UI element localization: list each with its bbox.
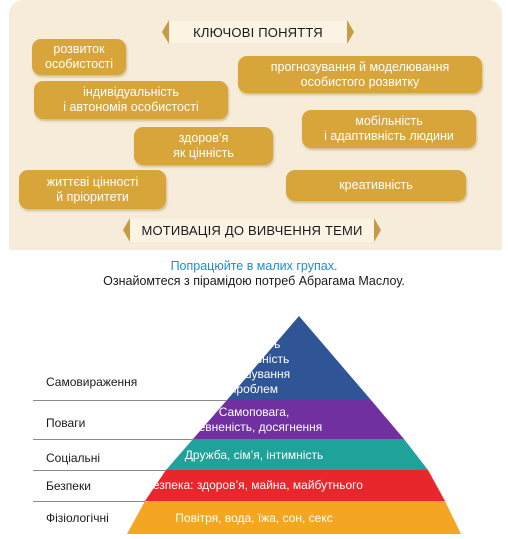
- level-text-line: проблем: [229, 382, 279, 396]
- chip-line: особистого розвитку: [300, 74, 420, 89]
- level-guide-line: [33, 501, 145, 502]
- key-concepts-title: КЛЮЧОВІ ПОНЯТТЯ: [193, 24, 323, 40]
- chip-line: як цінність: [173, 146, 234, 160]
- chip-line: мобільність: [355, 114, 423, 128]
- level-guide-line: [33, 400, 227, 401]
- chip-line: індивідуальність: [83, 85, 179, 99]
- level-text-line: Вирішування: [217, 367, 291, 381]
- chip-line: життєві цінності: [46, 174, 139, 189]
- level-label-social: Соціальні: [46, 451, 101, 465]
- level-text-safety: [0, 478, 508, 493]
- level-label-safety: Безпеки: [46, 479, 91, 493]
- level-text-line: Повітря, вода, їжа, сон, секс: [175, 511, 333, 525]
- level-text-esteem: [0, 405, 508, 435]
- level-guide-line: [33, 470, 166, 471]
- chip-line: розвиток: [53, 42, 105, 56]
- level-text-line: Моральність: [218, 352, 290, 366]
- level-text-line: Самоповага,: [218, 405, 290, 419]
- motivation-title: МОТИВАЦІЯ ДО ВИВЧЕННЯ ТЕМИ: [141, 223, 363, 238]
- level-text-line: Дружба, сім’я, інтимність: [184, 448, 324, 462]
- chip-line: й пріоритети: [56, 189, 129, 204]
- level-text-social: [0, 448, 508, 463]
- level-text-physiological: [0, 511, 508, 526]
- level-text-line: Безпека: здоров’я, майна, майбутнього: [145, 478, 363, 492]
- level-label-esteem: Поваги: [46, 416, 86, 430]
- level-text-line: впевненість, досягнення: [185, 420, 323, 434]
- chip-line: креативність: [339, 178, 413, 192]
- chip-line: особистості: [45, 57, 113, 71]
- chip-line: і автономія особистості: [63, 100, 199, 114]
- level-text-line: Творчість: [227, 337, 281, 351]
- group-work-hint: Попрацюйте в малих групах.: [170, 259, 338, 273]
- level-label-physiological: Фізіологічні: [46, 511, 109, 525]
- intro-text: Ознайомтеся з пірамідою потреб Абрагама Маслоу.: [103, 274, 405, 288]
- level-text-self-actualization: [0, 337, 508, 397]
- chip-line: і адаптивність людини: [324, 129, 454, 143]
- chip-line: прогнозування й моделювання: [270, 59, 450, 74]
- chip-line: здоров’я: [178, 131, 229, 145]
- level-label-self-actualization: Самовираження: [46, 375, 138, 389]
- level-guide-line: [33, 439, 193, 440]
